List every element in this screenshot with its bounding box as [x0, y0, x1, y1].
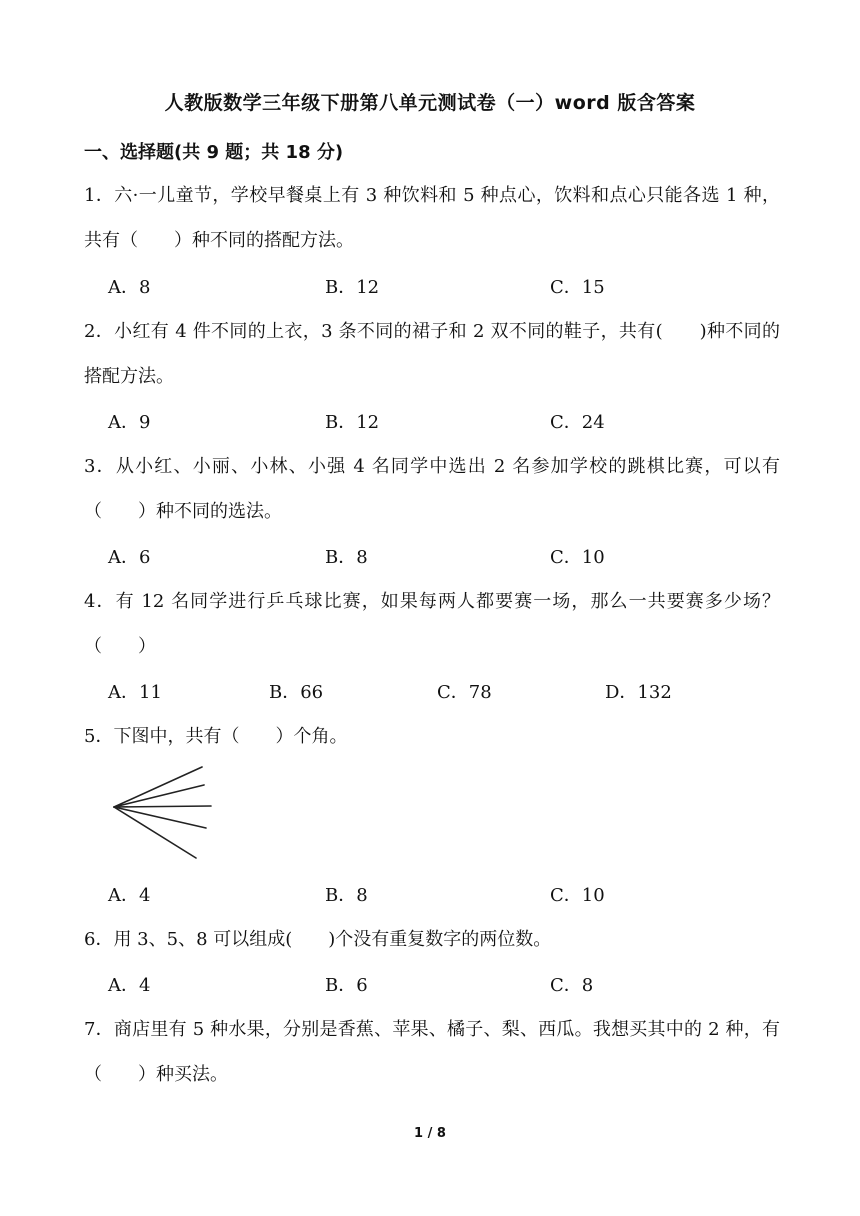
question-5: 5．下图中，共有（ ）个角。 — [84, 726, 348, 747]
option-c[interactable]: C．10 — [550, 547, 605, 568]
option-b[interactable]: B．12 — [325, 277, 380, 298]
option-b[interactable]: B．8 — [325, 885, 368, 906]
option-a[interactable]: A．4 — [108, 975, 151, 996]
question-1-options — [108, 273, 788, 303]
document-title: 人教版数学三年级下册第八单元测试卷（一）word 版含答案 — [164, 92, 696, 114]
option-a[interactable]: A．9 — [108, 412, 151, 433]
page-number: 1 / 8 — [414, 1126, 446, 1141]
question-4: 4．有 12 名同学进行乒乓球比赛，如果每两人都要赛一场，那么一共要赛多少场？（ ） — [84, 591, 780, 657]
option-c[interactable]: C．78 — [437, 682, 492, 703]
option-b[interactable]: B．6 — [325, 975, 368, 996]
ray-3 — [114, 806, 211, 807]
question-5-options — [108, 881, 788, 911]
question-1: 1．六·一儿童节，学校早餐桌上有 3 种饮料和 5 种点心，饮料和点心只能各选 1 种，共有（ ）种不同的搭配方法。 — [84, 185, 780, 251]
question-7: 7．商店里有 5 种水果，分别是香蕉、苹果、橘子、梨、西瓜。我想买其中的 2 种，有（ ）种买法。 — [84, 1019, 780, 1085]
angle-rays-figure — [108, 760, 218, 864]
question-2-options — [108, 408, 788, 438]
option-d[interactable]: D．132 — [605, 682, 672, 703]
option-b[interactable]: B．8 — [325, 547, 368, 568]
section-heading: 一、选择题(共 9 题；共 18 分) — [84, 142, 344, 163]
question-3: 3．从小红、小丽、小林、小强 4 名同学中选出 2 名参加学校的跳棋比赛，可以有（ ）种不同的选法。 — [84, 456, 780, 522]
option-c[interactable]: C．10 — [550, 885, 605, 906]
question-2: 2．小红有 4 件不同的上衣，3 条不同的裙子和 2 双不同的鞋子，共有( )种不同的搭配方法。 — [84, 321, 780, 387]
ray-5 — [114, 807, 196, 858]
option-c[interactable]: C．15 — [550, 277, 605, 298]
question-6-options — [108, 971, 788, 1001]
option-a[interactable]: A．4 — [108, 885, 151, 906]
option-a[interactable]: A．8 — [108, 277, 151, 298]
option-b[interactable]: B．66 — [269, 682, 324, 703]
ray-2 — [114, 785, 204, 807]
question-3-options — [108, 543, 788, 573]
ray-1 — [114, 767, 202, 807]
ray-4 — [114, 807, 206, 828]
question-4-options — [108, 678, 788, 708]
question-6: 6．用 3、5、8 可以组成( )个没有重复数字的两位数。 — [84, 929, 552, 950]
option-c[interactable]: C．24 — [550, 412, 605, 433]
option-b[interactable]: B．12 — [325, 412, 380, 433]
option-a[interactable]: A．6 — [108, 547, 151, 568]
option-a[interactable]: A．11 — [108, 682, 162, 703]
option-c[interactable]: C．8 — [550, 975, 594, 996]
